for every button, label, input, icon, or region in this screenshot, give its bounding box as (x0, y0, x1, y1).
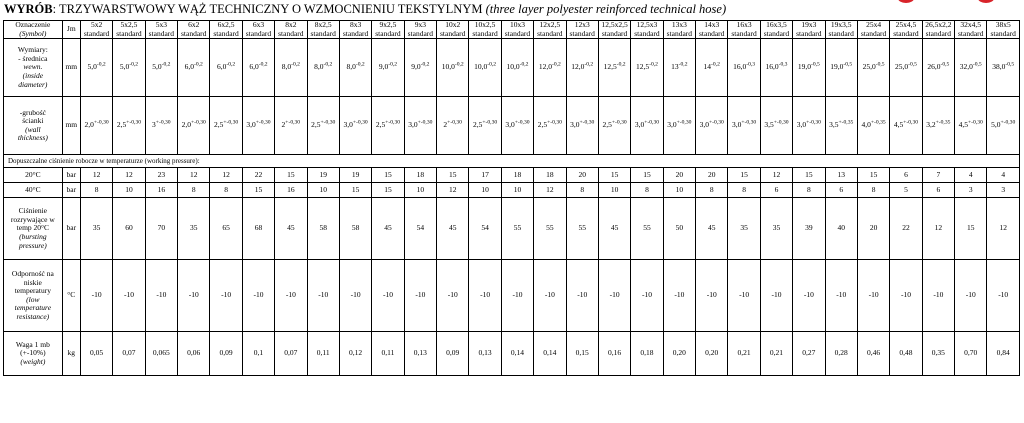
cell-weight-26: 0,48 (890, 332, 922, 376)
cell-dim1-18: $12,5^{-0,2}$ (631, 39, 663, 97)
cell-burst-13: 54 (469, 198, 501, 260)
cell-press1-10: 15 (372, 168, 404, 183)
cell-press1-24: 13 (825, 168, 857, 183)
specification-table (3, 20, 1020, 376)
header-size-22: 16x3,5 standard (760, 21, 792, 39)
cell-burst-9: 58 (339, 198, 371, 260)
row-label-weight: Waga 1 mb (+-10%) (weight) (4, 332, 63, 376)
cell-dim2-26: $4,5^{+-0,30}$ (890, 97, 922, 155)
cell-lowtemp-12: -10 (437, 260, 469, 332)
cell-press1-28: 4 (955, 168, 987, 183)
cell-press2-22: 6 (760, 183, 792, 198)
cell-dim1-29: $38,0^{-0,5}$ (987, 39, 1020, 97)
row-unit: mm (62, 39, 80, 97)
cell-lowtemp-1: -10 (80, 260, 112, 332)
cell-lowtemp-24: -10 (825, 260, 857, 332)
cell-press1-18: 15 (631, 168, 663, 183)
cell-press2-13: 10 (469, 183, 501, 198)
table-row (4, 97, 1020, 155)
cell-weight-29: 0,84 (987, 332, 1020, 376)
cell-dim2-28: $4,5^{+-0,30}$ (955, 97, 987, 155)
cell-press1-11: 18 (404, 168, 436, 183)
cell-lowtemp-8: -10 (307, 260, 339, 332)
cell-burst-6: 68 (242, 198, 274, 260)
section-working-pressure-row (4, 155, 1020, 168)
cell-weight-20: 0,20 (696, 332, 728, 376)
cell-press1-22: 12 (760, 168, 792, 183)
cell-press2-15: 12 (534, 183, 566, 198)
cell-press1-3: 23 (145, 168, 177, 183)
header-size-23: 19x3 standard (793, 21, 825, 39)
cell-lowtemp-22: -10 (760, 260, 792, 332)
cell-press2-23: 8 (793, 183, 825, 198)
cell-dim1-25: $25,0^{-0,5}$ (857, 39, 889, 97)
cell-press1-19: 20 (663, 168, 695, 183)
cell-weight-3: 0,065 (145, 332, 177, 376)
row-label-low-temp: Odporność na niskie temperatury (low temperature resistance) (4, 260, 63, 332)
header-size-14: 10x3 standard (501, 21, 533, 39)
cell-dim2-7: $2^{+-0,30}$ (275, 97, 307, 155)
cell-lowtemp-6: -10 (242, 260, 274, 332)
header-size-20: 14x3 standard (696, 21, 728, 39)
pressure-unit: bar (62, 168, 80, 183)
cell-burst-1: 35 (80, 198, 112, 260)
cell-press2-16: 8 (566, 183, 598, 198)
cell-dim2-8: $2,5^{+-0,30}$ (307, 97, 339, 155)
cell-weight-8: 0,11 (307, 332, 339, 376)
header-size-24: 19x3,5 standard (825, 21, 857, 39)
cell-dim1-5: $6,0^{-0,2}$ (210, 39, 242, 97)
cell-lowtemp-7: -10 (275, 260, 307, 332)
cell-press2-24: 6 (825, 183, 857, 198)
title-main: TRZYWARSTWOWY WĄŻ TECHNICZNY O WZMOCNIENIU TEKSTYLNYM (59, 2, 483, 16)
cell-dim1-17: $12,5^{-0,2}$ (598, 39, 630, 97)
cell-lowtemp-19: -10 (663, 260, 695, 332)
cell-dim2-1: $2,0^{+-0,30}$ (80, 97, 112, 155)
cell-burst-14: 55 (501, 198, 533, 260)
header-size-9: 8x3 standard (339, 21, 371, 39)
cell-dim2-18: $3,0^{+-0,30}$ (631, 97, 663, 155)
cell-press2-7: 16 (275, 183, 307, 198)
cell-burst-24: 40 (825, 198, 857, 260)
cell-dim1-21: $16,0^{-0,3}$ (728, 39, 760, 97)
cell-press1-27: 7 (922, 168, 954, 183)
cell-lowtemp-9: -10 (339, 260, 371, 332)
header-size-27: 26,5x2,2 standard (922, 21, 954, 39)
cell-dim2-6: $3,0^{+-0,30}$ (242, 97, 274, 155)
cell-press1-21: 15 (728, 168, 760, 183)
cell-weight-13: 0,13 (469, 332, 501, 376)
cell-press1-13: 17 (469, 168, 501, 183)
cell-press2-4: 8 (178, 183, 210, 198)
cell-weight-18: 0,18 (631, 332, 663, 376)
cell-dim1-23: $19,0^{-0,5}$ (793, 39, 825, 97)
cell-press1-26: 6 (890, 168, 922, 183)
cell-lowtemp-29: -10 (987, 260, 1020, 332)
cell-lowtemp-14: -10 (501, 260, 533, 332)
header-unit: Jm (62, 21, 80, 39)
cell-press2-2: 10 (113, 183, 145, 198)
cell-dim2-13: $2,5^{+-0,30}$ (469, 97, 501, 155)
cell-dim1-6: $6,0^{-0,2}$ (242, 39, 274, 97)
cell-burst-27: 12 (922, 198, 954, 260)
cell-dim2-9: $3,0^{+-0,30}$ (339, 97, 371, 155)
cell-dim1-7: $8,0^{-0,2}$ (275, 39, 307, 97)
cell-press2-26: 5 (890, 183, 922, 198)
header-size-21: 16x3 standard (728, 21, 760, 39)
cell-dim2-11: $3,0^{+-0,30}$ (404, 97, 436, 155)
cell-press1-12: 15 (437, 168, 469, 183)
cell-weight-6: 0,1 (242, 332, 274, 376)
row-label-burst: Ciśnienie rozrywające w temp 20°C (bursting pressure) (4, 198, 63, 260)
cell-press1-4: 12 (178, 168, 210, 183)
weight-row (4, 332, 1020, 376)
table-row (4, 39, 1020, 97)
cell-press1-8: 19 (307, 168, 339, 183)
header-size-7: 8x2 standard (275, 21, 307, 39)
cell-burst-10: 45 (372, 198, 404, 260)
header-size-3: 5x3 standard (145, 21, 177, 39)
header-size-26: 25x4,5 standard (890, 21, 922, 39)
cell-lowtemp-5: -10 (210, 260, 242, 332)
pressure-temp-label-1: 20°C (4, 168, 63, 183)
cell-weight-25: 0,46 (857, 332, 889, 376)
cell-lowtemp-11: -10 (404, 260, 436, 332)
cell-lowtemp-20: -10 (696, 260, 728, 332)
section-working-pressure-label: Dopuszczalne ciśnienie robocze w temperaturze (working pressure): (4, 155, 1020, 168)
header-size-17: 12,5x2,5 standard (598, 21, 630, 39)
cell-weight-11: 0,13 (404, 332, 436, 376)
cell-dim2-3: $3^{+-0,30}$ (145, 97, 177, 155)
header-size-6: 6x3 standard (242, 21, 274, 39)
header-size-8: 8x2,5 standard (307, 21, 339, 39)
title-translation: (three layer polyester reinforced technical hose) (485, 2, 727, 16)
cell-burst-4: 35 (178, 198, 210, 260)
cell-lowtemp-18: -10 (631, 260, 663, 332)
row-label-dim-2: -grubość ścianki (wall thickness) (4, 97, 63, 155)
cell-dim1-3: $5,0^{-0,2}$ (145, 39, 177, 97)
cell-lowtemp-4: -10 (178, 260, 210, 332)
pressure-row (4, 168, 1020, 183)
cell-weight-15: 0,14 (534, 332, 566, 376)
cell-dim1-13: $10,0^{-0,2}$ (469, 39, 501, 97)
cell-press1-7: 15 (275, 168, 307, 183)
page-title (0, 0, 1024, 20)
cell-press2-6: 15 (242, 183, 274, 198)
cell-dim1-20: $14^{-0,2}$ (696, 39, 728, 97)
cell-dim2-27: $3,2^{+-0,35}$ (922, 97, 954, 155)
cell-burst-16: 55 (566, 198, 598, 260)
cell-press1-15: 18 (534, 168, 566, 183)
cell-burst-22: 35 (760, 198, 792, 260)
cell-dim2-22: $3,5^{+-0,30}$ (760, 97, 792, 155)
header-size-11: 9x3 standard (404, 21, 436, 39)
pressure-temp-label-2: 40°C (4, 183, 63, 198)
cell-dim1-27: $26,0^{-0,5}$ (922, 39, 954, 97)
cell-press2-18: 8 (631, 183, 663, 198)
header-size-13: 10x2,5 standard (469, 21, 501, 39)
cell-dim1-28: $32,0^{-0,5}$ (955, 39, 987, 97)
cell-lowtemp-15: -10 (534, 260, 566, 332)
cell-burst-17: 45 (598, 198, 630, 260)
cell-press1-29: 4 (987, 168, 1020, 183)
cell-weight-16: 0,15 (566, 332, 598, 376)
cell-press1-1: 12 (80, 168, 112, 183)
cell-burst-29: 12 (987, 198, 1020, 260)
cell-dim2-19: $3,0^{+-0,30}$ (663, 97, 695, 155)
low-temperature-row (4, 260, 1020, 332)
cell-dim1-19: $13^{-0,2}$ (663, 39, 695, 97)
cell-weight-12: 0,09 (437, 332, 469, 376)
cell-dim1-26: $25,0^{-0,5}$ (890, 39, 922, 97)
header-size-25: 25x4 standard (857, 21, 889, 39)
cell-weight-19: 0,20 (663, 332, 695, 376)
cell-press2-21: 8 (728, 183, 760, 198)
cell-press1-2: 12 (113, 168, 145, 183)
burst-pressure-row (4, 198, 1020, 260)
cell-press2-20: 8 (696, 183, 728, 198)
cell-dim2-24: $3,5^{+-0,35}$ (825, 97, 857, 155)
cell-dim2-29: $5,0^{+-0,30}$ (987, 97, 1020, 155)
cell-press2-8: 10 (307, 183, 339, 198)
cell-press2-9: 15 (339, 183, 371, 198)
cell-weight-17: 0,16 (598, 332, 630, 376)
cell-lowtemp-16: -10 (566, 260, 598, 332)
cell-press2-27: 6 (922, 183, 954, 198)
cell-dim2-12: $2^{+-0,30}$ (437, 97, 469, 155)
cell-burst-21: 35 (728, 198, 760, 260)
cell-dim1-15: $12,0^{-0,2}$ (534, 39, 566, 97)
cell-burst-2: 60 (113, 198, 145, 260)
cell-burst-11: 54 (404, 198, 436, 260)
pressure-unit: bar (62, 183, 80, 198)
cell-lowtemp-23: -10 (793, 260, 825, 332)
header-size-2: 5x2,5 standard (113, 21, 145, 39)
cell-weight-27: 0,35 (922, 332, 954, 376)
cell-burst-20: 45 (696, 198, 728, 260)
cell-lowtemp-25: -10 (857, 260, 889, 332)
cell-burst-28: 15 (955, 198, 987, 260)
cell-lowtemp-2: -10 (113, 260, 145, 332)
cell-dim1-14: $10,0^{-0,2}$ (501, 39, 533, 97)
cell-dim2-2: $2,5^{+-0,30}$ (113, 97, 145, 155)
header-size-5: 6x2,5 standard (210, 21, 242, 39)
cell-press2-14: 10 (501, 183, 533, 198)
cell-press2-3: 16 (145, 183, 177, 198)
cell-dim2-5: $2,5^{+-0,30}$ (210, 97, 242, 155)
cell-press2-28: 3 (955, 183, 987, 198)
cell-press1-5: 12 (210, 168, 242, 183)
cell-dim2-4: $2,0^{+-0,30}$ (178, 97, 210, 155)
cell-dim2-20: $3,0^{+-0,30}$ (696, 97, 728, 155)
cell-burst-19: 50 (663, 198, 695, 260)
cell-lowtemp-13: -10 (469, 260, 501, 332)
header-size-28: 32x4,5 standard (955, 21, 987, 39)
cell-press1-9: 19 (339, 168, 371, 183)
header-size-4: 6x2 standard (178, 21, 210, 39)
low-temp-unit: °C (62, 260, 80, 332)
cell-lowtemp-21: -10 (728, 260, 760, 332)
title-colon: : (52, 2, 59, 16)
title-prefix: WYRÓB (4, 2, 53, 16)
cell-dim1-16: $12,0^{-0,2}$ (566, 39, 598, 97)
row-unit: mm (62, 97, 80, 155)
cell-press2-29: 3 (987, 183, 1020, 198)
cell-press1-25: 15 (857, 168, 889, 183)
cell-burst-8: 58 (307, 198, 339, 260)
cell-dim2-15: $2,5^{+-0,30}$ (534, 97, 566, 155)
cell-burst-26: 22 (890, 198, 922, 260)
cell-dim2-21: $3,0^{+-0,30}$ (728, 97, 760, 155)
cell-press1-16: 20 (566, 168, 598, 183)
cell-press2-19: 10 (663, 183, 695, 198)
cell-dim2-23: $3,0^{+-0,30}$ (793, 97, 825, 155)
header-size-16: 12x3 standard (566, 21, 598, 39)
cell-weight-7: 0,07 (275, 332, 307, 376)
cell-dim2-25: $4,0^{+-0,35}$ (857, 97, 889, 155)
header-size-10: 9x2,5 standard (372, 21, 404, 39)
cell-burst-23: 39 (793, 198, 825, 260)
cell-weight-14: 0,14 (501, 332, 533, 376)
cell-lowtemp-27: -10 (922, 260, 954, 332)
header-size-19: 13x3 standard (663, 21, 695, 39)
cell-weight-5: 0,09 (210, 332, 242, 376)
cell-burst-25: 20 (857, 198, 889, 260)
cell-dim1-11: $9,0^{-0,2}$ (404, 39, 436, 97)
header-size-18: 12,5x3 standard (631, 21, 663, 39)
cell-weight-4: 0,06 (178, 332, 210, 376)
cell-dim2-14: $3,0^{+-0,30}$ (501, 97, 533, 155)
cell-weight-9: 0,12 (339, 332, 371, 376)
cell-dim1-10: $9,0^{-0,2}$ (372, 39, 404, 97)
cell-press2-1: 8 (80, 183, 112, 198)
cell-lowtemp-26: -10 (890, 260, 922, 332)
cell-dim1-8: $8,0^{-0,2}$ (307, 39, 339, 97)
cell-weight-28: 0,70 (955, 332, 987, 376)
cell-dim1-12: $10,0^{-0,2}$ (437, 39, 469, 97)
cell-press1-6: 22 (242, 168, 274, 183)
cell-press2-10: 15 (372, 183, 404, 198)
cell-weight-1: 0,05 (80, 332, 112, 376)
header-size-29: 38x5 standard (987, 21, 1020, 39)
header-size-12: 10x2 standard (437, 21, 469, 39)
cell-burst-5: 65 (210, 198, 242, 260)
header-designation: Oznaczenie (Symbol) (4, 21, 63, 39)
cell-press1-17: 15 (598, 168, 630, 183)
burst-unit: bar (62, 198, 80, 260)
cell-press2-5: 8 (210, 183, 242, 198)
cell-lowtemp-3: -10 (145, 260, 177, 332)
header-size-15: 12x2,5 standard (534, 21, 566, 39)
cell-burst-3: 70 (145, 198, 177, 260)
cell-burst-12: 45 (437, 198, 469, 260)
weight-unit: kg (62, 332, 80, 376)
cell-dim1-1: $5,0^{-0,2}$ (80, 39, 112, 97)
cell-dim2-16: $3,0^{+-0,30}$ (566, 97, 598, 155)
cell-dim2-17: $2,5^{+-0,30}$ (598, 97, 630, 155)
cell-weight-22: 0,21 (760, 332, 792, 376)
table-header-row (4, 21, 1020, 39)
cell-dim1-24: $19,0^{-0,5}$ (825, 39, 857, 97)
cell-dim1-9: $8,0^{-0,2}$ (339, 39, 371, 97)
cell-weight-21: 0,21 (728, 332, 760, 376)
cell-dim2-10: $2,5^{+-0,30}$ (372, 97, 404, 155)
cell-dim1-22: $16,0^{-0,3}$ (760, 39, 792, 97)
cell-press1-23: 15 (793, 168, 825, 183)
cell-press2-25: 8 (857, 183, 889, 198)
cell-burst-15: 55 (534, 198, 566, 260)
cell-press2-17: 10 (598, 183, 630, 198)
pressure-row (4, 183, 1020, 198)
cell-burst-7: 45 (275, 198, 307, 260)
cell-lowtemp-28: -10 (955, 260, 987, 332)
cell-weight-24: 0,28 (825, 332, 857, 376)
cell-press1-14: 18 (501, 168, 533, 183)
cell-press2-12: 12 (437, 183, 469, 198)
table-body (4, 21, 1020, 376)
row-label-dim-1: Wymiary: - średnica wewn. (inside diameter) (4, 39, 63, 97)
cell-press2-11: 10 (404, 183, 436, 198)
cell-press1-20: 20 (696, 168, 728, 183)
cell-dim1-4: $6,0^{-0,2}$ (178, 39, 210, 97)
cell-weight-23: 0,27 (793, 332, 825, 376)
cell-dim1-2: $5,0^{-0,2}$ (113, 39, 145, 97)
cell-weight-2: 0,07 (113, 332, 145, 376)
cell-weight-10: 0,11 (372, 332, 404, 376)
cell-lowtemp-10: -10 (372, 260, 404, 332)
cell-burst-18: 55 (631, 198, 663, 260)
cell-lowtemp-17: -10 (598, 260, 630, 332)
header-size-1: 5x2 standard (80, 21, 112, 39)
